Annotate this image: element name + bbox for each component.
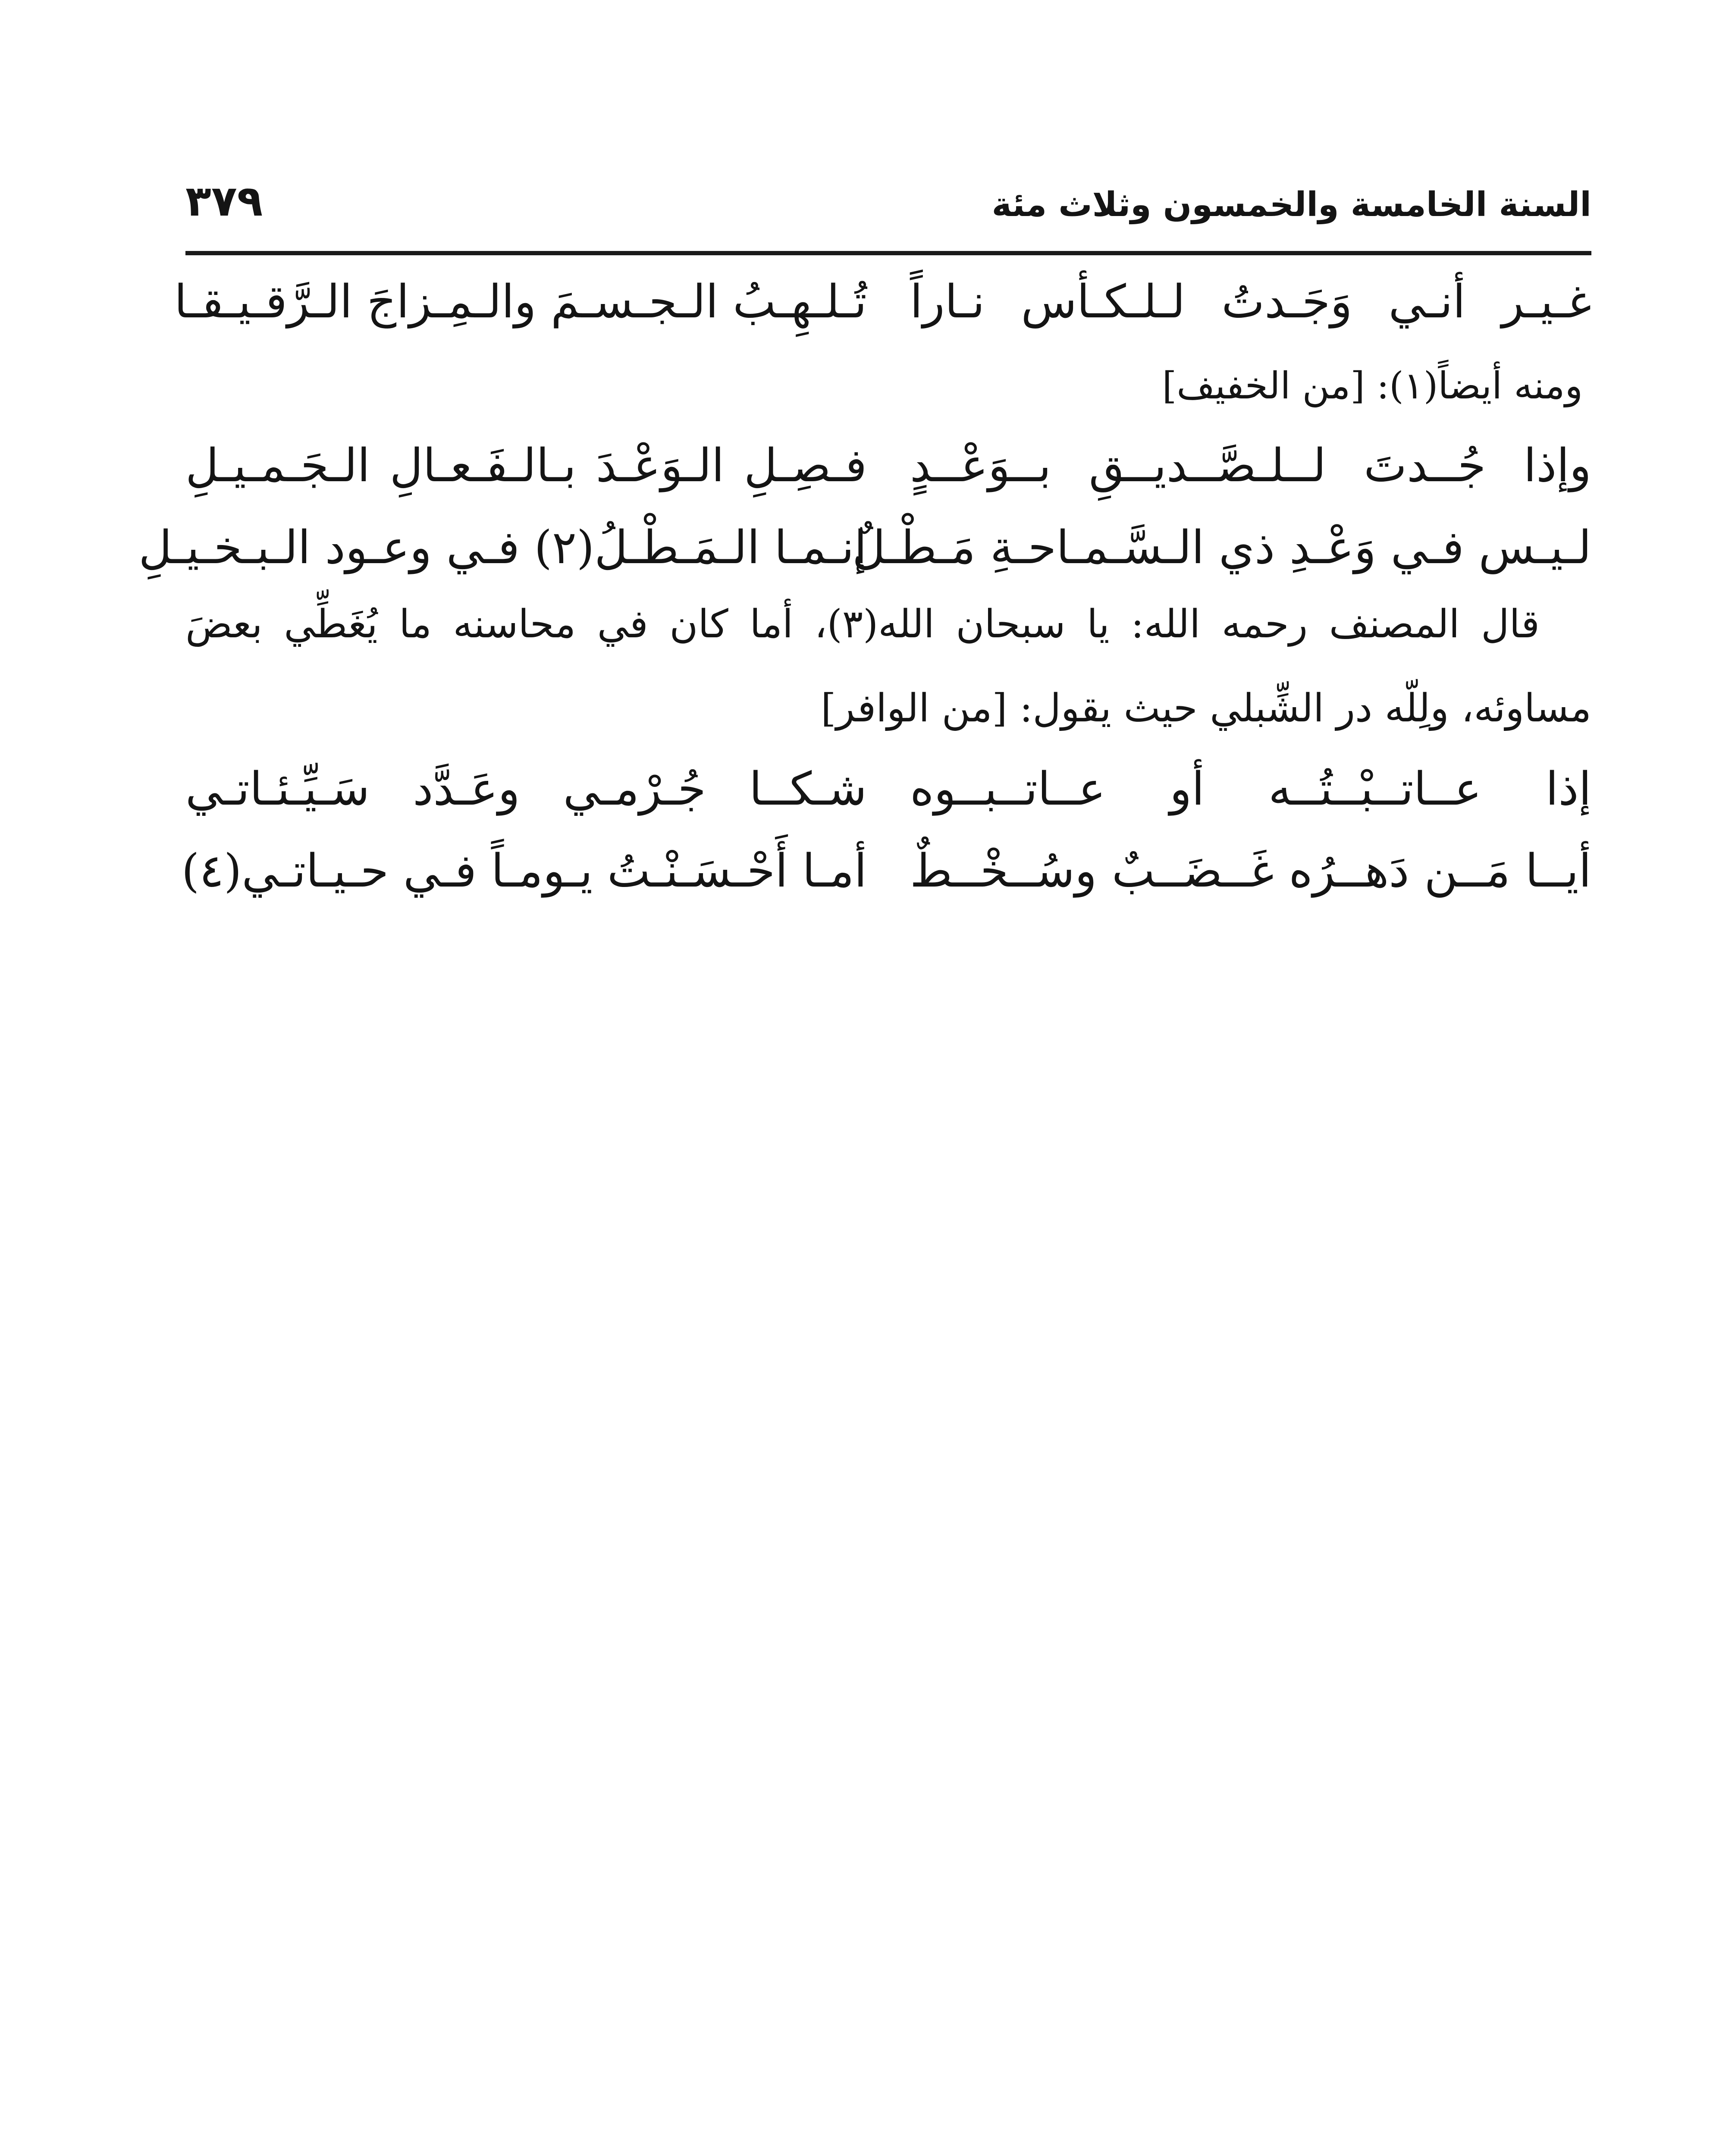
verse-second-hemistich: أمـا أَحْـسَـنْـتُ يـومـاً فـي حـيـاتـي(٤): [181, 844, 867, 897]
verse-first-hemistich: إذا عــاتــبْــتُــه أو عــاتــبــوه: [910, 762, 1591, 815]
prose-paragraph: قال المصنف رحمه الله: يا سبحان الله(٣)، أما كان في محاسنه ما يُغَطِّي بعضَ مساوئه، ولِلّه در الشِّبلي حيث يقول: [من الوافر]: [185, 602, 1591, 731]
header-rule: [185, 251, 1591, 255]
verse-line: [174, 263, 1591, 345]
verse-second-hemistich: فـصِـلِ الـوَعْـدَ بـالـفَـعـالِ الـجَـمـيـلِ: [185, 439, 867, 492]
poem-introduction: ومنه أيضاً(١): [من الخفيف]: [1162, 364, 1583, 407]
verse-first-hemistich: لـيـس فـي وَعْـدِ ذي الـسَّـمـاحـةِ مَـطْـلٌ: [852, 521, 1591, 574]
verse-first-hemistich: أيــا مَــن دَهــرُه غَــضَــبٌ وسُــخْــطٌ: [910, 844, 1591, 897]
header-title: السنة الخامسة والخمسون وثلاث مئة: [991, 185, 1591, 224]
verse-second-hemistich: تُـلـهِـبُ الـجـسـمَ والـمِـزاجَ الـرَّقـيـقـا: [174, 275, 867, 328]
running-header: [185, 168, 1591, 254]
verse-line: [185, 750, 1591, 832]
verse-second-hemistich: إنـمـا الـمَـطْـلُ(٢) فـي وعـود الـبـخـيـلِ: [138, 521, 867, 574]
verse-second-hemistich: شـكــا جُـرْمـي وعَـدَّد سَـيِّـئـاتـي: [185, 762, 867, 815]
verse-line: [138, 509, 1591, 582]
verse-line: [181, 832, 1591, 914]
page-body: [138, 263, 1591, 914]
verse-first-hemistich: غـيـر أنـي وَجَـدتُ لـلـكـأس نـاراً: [910, 275, 1591, 328]
page-number: ٣٧٩: [185, 177, 263, 226]
verse-line: [185, 427, 1591, 509]
verse-first-hemistich: وإذا جُــدتَ لــلـصَّــديــقِ بــوَعْــدٍ: [910, 439, 1591, 492]
